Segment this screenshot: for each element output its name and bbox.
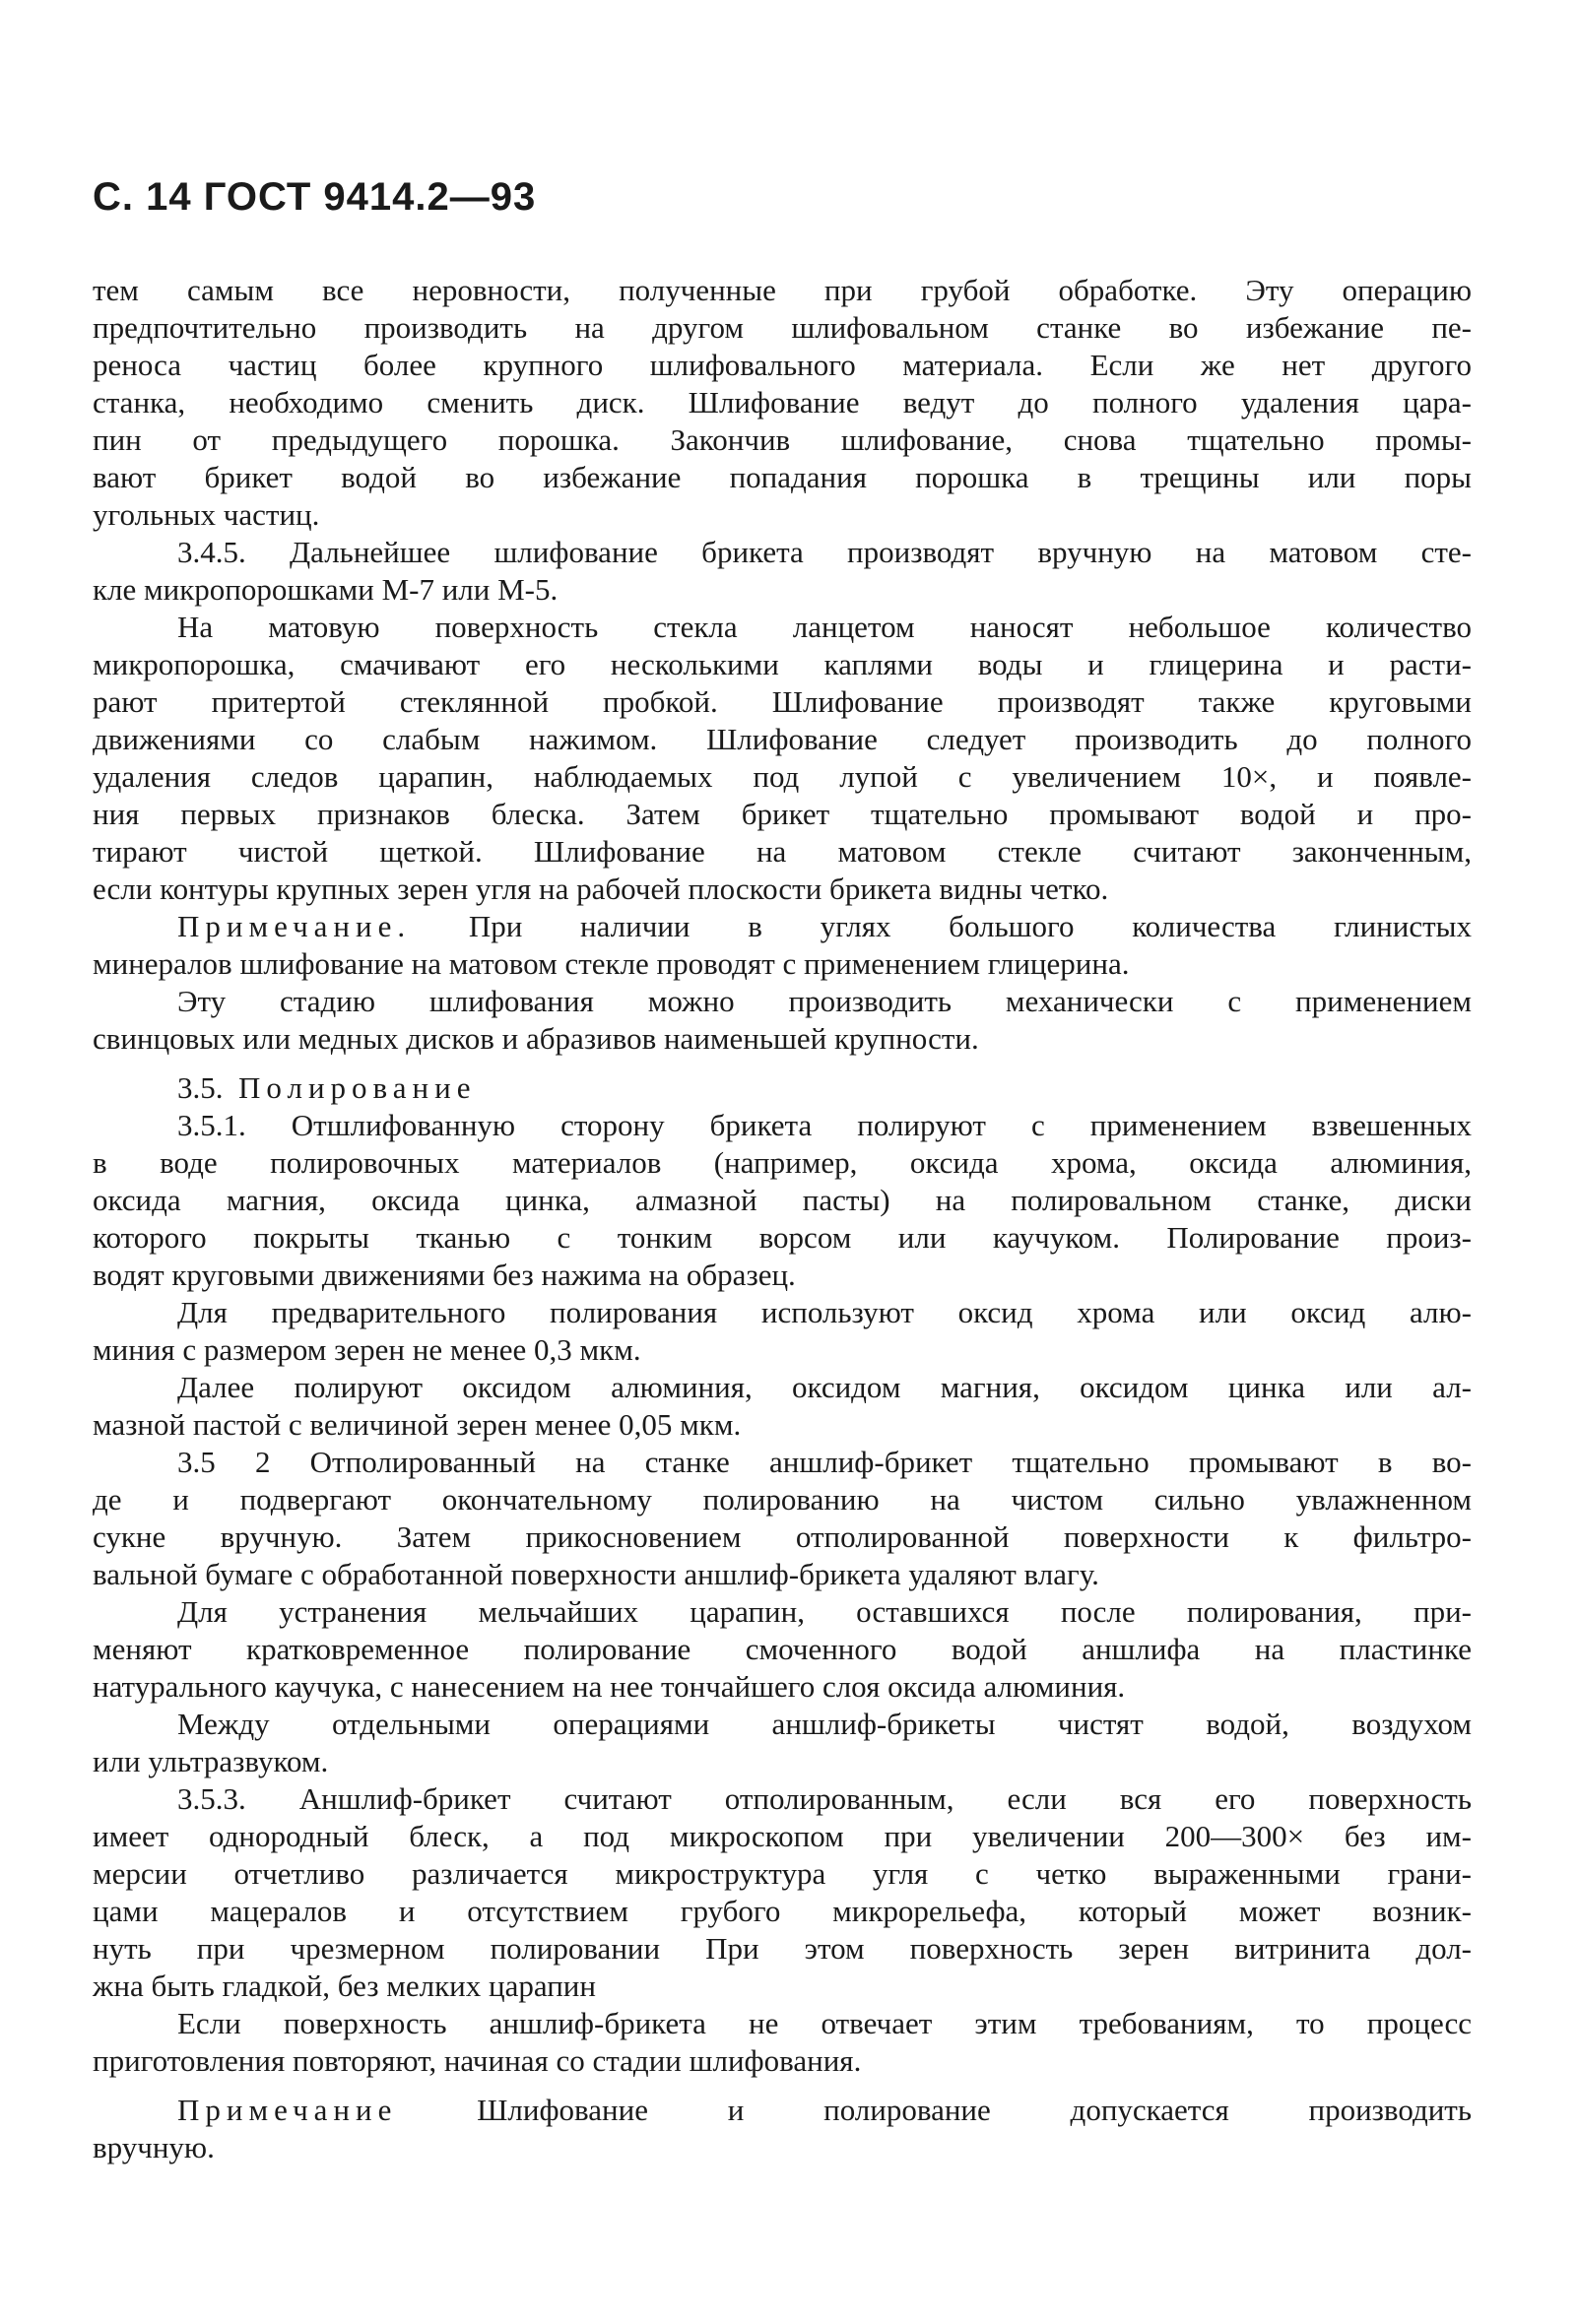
note-label: Примечание: [177, 2093, 398, 2127]
text-line: нуть при чрезмерном полировании При этом поверхность зерен витринита дол-: [93, 1931, 1472, 1966]
paragraph: [93, 1706, 1472, 1780]
text-line: [93, 2092, 1472, 2129]
text-line: вручную.: [93, 2130, 215, 2164]
paragraph: [93, 1107, 1472, 1294]
paragraph: [93, 609, 1472, 908]
text-line: угольных частиц.: [93, 497, 320, 532]
text-line: де и подвергают окончательному полированию на чистом сильно увлажненном: [93, 1482, 1472, 1517]
text-line: движениями со слабым нажимом. Шлифование следует производить до полного: [93, 722, 1472, 756]
text-line: сукне вручную. Затем прикосновением отполированной поверхности к фильтро-: [93, 1519, 1472, 1554]
paragraph: [93, 908, 1472, 983]
text-line: На матовую поверхность стекла ланцетом наносят небольшое количество: [177, 610, 1472, 644]
text-line: ния первых признаков блеска. Затем брикет тщательно промывают водой и про-: [93, 797, 1472, 831]
text-line: оксида магния, оксида цинка, алмазной пасты) на полировальном станке, диски: [93, 1183, 1472, 1217]
paragraph: [93, 1369, 1472, 1444]
text-line: минералов шлифование на матовом стекле проводят с применением глицерина.: [93, 946, 1130, 981]
paragraph: [93, 1294, 1472, 1369]
paragraph: [93, 2005, 1472, 2080]
text-line: Для предварительного полирования используют оксид хрома или оксид алю-: [177, 1295, 1472, 1329]
page-header: С. 14 ГОСТ 9414.2—93: [93, 175, 537, 219]
text-line: Эту стадию шлифования можно производить механически с применением: [177, 984, 1472, 1018]
text-line: цами мацералов и отсутствием грубого микрорельефа, который может возник-: [93, 1894, 1472, 1928]
paragraph: [93, 2092, 1472, 2166]
text-line: мазной пастой с величиной зерен менее 0,05 мкм.: [93, 1407, 742, 1442]
text-line: 3.5 2 Отполированный на станке аншлиф-брикет тщательно промывают в во-: [177, 1445, 1472, 1479]
note-text: Шлифование и полирование допускается производить: [397, 2093, 1472, 2127]
text-line: вают брикет водой во избежание попадания порошка в трещины или поры: [93, 460, 1472, 494]
text-line: жна быть гладкой, без мелких царапин: [93, 1969, 596, 2003]
paragraph: [93, 1593, 1472, 1706]
text-line: реноса частиц более крупного шлифовального материала. Если же нет другого: [93, 348, 1472, 382]
text-line: предпочтительно производить на другом шлифовальном станке во избежание пе-: [93, 310, 1472, 345]
text-line: вальной бумаге с обработанной поверхности аншлиф-брикета удаляют влагу.: [93, 1557, 1099, 1591]
paragraph: [93, 1069, 1472, 1107]
text-line: Далее полируют оксидом алюминия, оксидом магния, оксидом цинка или ал-: [177, 1370, 1472, 1404]
text-line: свинцовых или медных дисков и абразивов наименьшей крупности.: [93, 1021, 979, 1056]
text-line: 3.5.3. Аншлиф-брикет считают отполированным, если вся его поверхность: [177, 1781, 1472, 1816]
text-line: мерсии отчетливо различается микроструктура угля с четко выраженными грани-: [93, 1856, 1472, 1891]
text-line: кле микропорошками М-7 или М-5.: [93, 572, 559, 607]
text-line: или ультразвуком.: [93, 1744, 329, 1778]
note-text: При наличии в углях большого количества глинистых: [411, 909, 1472, 943]
section-title: Полирование: [238, 1070, 477, 1105]
text-line: пин от предыдущего порошка. Закончив шлифование, снова тщательно промы-: [93, 422, 1472, 457]
text-line: водят круговыми движениями без нажима на образец.: [93, 1258, 796, 1292]
text-line: натурального каучука, с нанесением на нее тончайшего слоя оксида алюминия.: [93, 1669, 1126, 1704]
text-line: станка, необходимо сменить диск. Шлифование ведут до полного удаления цара-: [93, 385, 1472, 420]
note-label: Примечание.: [177, 909, 412, 943]
text-line: Между отдельными операциями аншлиф-брикеты чистят водой, воздухом: [177, 1707, 1472, 1741]
paragraph: [93, 1780, 1472, 2005]
text-line: удаления следов царапин, наблюдаемых под лупой с увеличением 10×, и появле-: [93, 759, 1472, 794]
text-line: рают притертой стеклянной пробкой. Шлифование производят также круговыми: [93, 684, 1472, 719]
text-line: если контуры крупных зерен угля на рабочей плоскости брикета видны четко.: [93, 872, 1109, 906]
paragraph: [93, 983, 1472, 1058]
text-line: в воде полировочных материалов (например, оксида хрома, оксида алюминия,: [93, 1145, 1472, 1180]
text-line: тирают чистой щеткой. Шлифование на матовом стекле считают законченным,: [93, 834, 1472, 869]
section-heading: [93, 1069, 1472, 1107]
text-line: меняют кратковременное полирование смоченного водой аншлифа на пластинке: [93, 1632, 1472, 1666]
text-line: 3.4.5. Дальнейшее шлифование брикета производят вручную на матовом сте-: [177, 535, 1472, 569]
text-line: которого покрыты тканью с тонким ворсом или каучуком. Полирование произ-: [93, 1220, 1472, 1255]
text-line: Для устранения мельчайших царапин, оставшихся после полирования, при-: [177, 1594, 1472, 1629]
text-line: Если поверхность аншлиф-брикета не отвечает этим требованиям, то процесс: [177, 2006, 1472, 2040]
paragraph: [93, 534, 1472, 609]
text-line: тем самым все неровности, полученные при грубой обработке. Эту операцию: [93, 273, 1472, 307]
text-line: 3.5.1. Отшлифованную сторону брикета полируют с применением взвешенных: [177, 1108, 1472, 1142]
text-line: микропорошка, смачивают его несколькими каплями воды и глицерина и расти-: [93, 647, 1472, 681]
text-line: миния с размером зерен не менее 0,3 мкм.: [93, 1332, 641, 1367]
text-line: [93, 908, 1472, 945]
paragraph: [93, 1444, 1472, 1593]
text-line: приготовления повторяют, начиная со стадии шлифования.: [93, 2043, 862, 2078]
section-number: 3.5.: [177, 1070, 238, 1105]
text-line: имеет однородный блеск, а под микроскопом при увеличении 200—300× без им-: [93, 1819, 1472, 1853]
paragraph: [93, 272, 1472, 534]
